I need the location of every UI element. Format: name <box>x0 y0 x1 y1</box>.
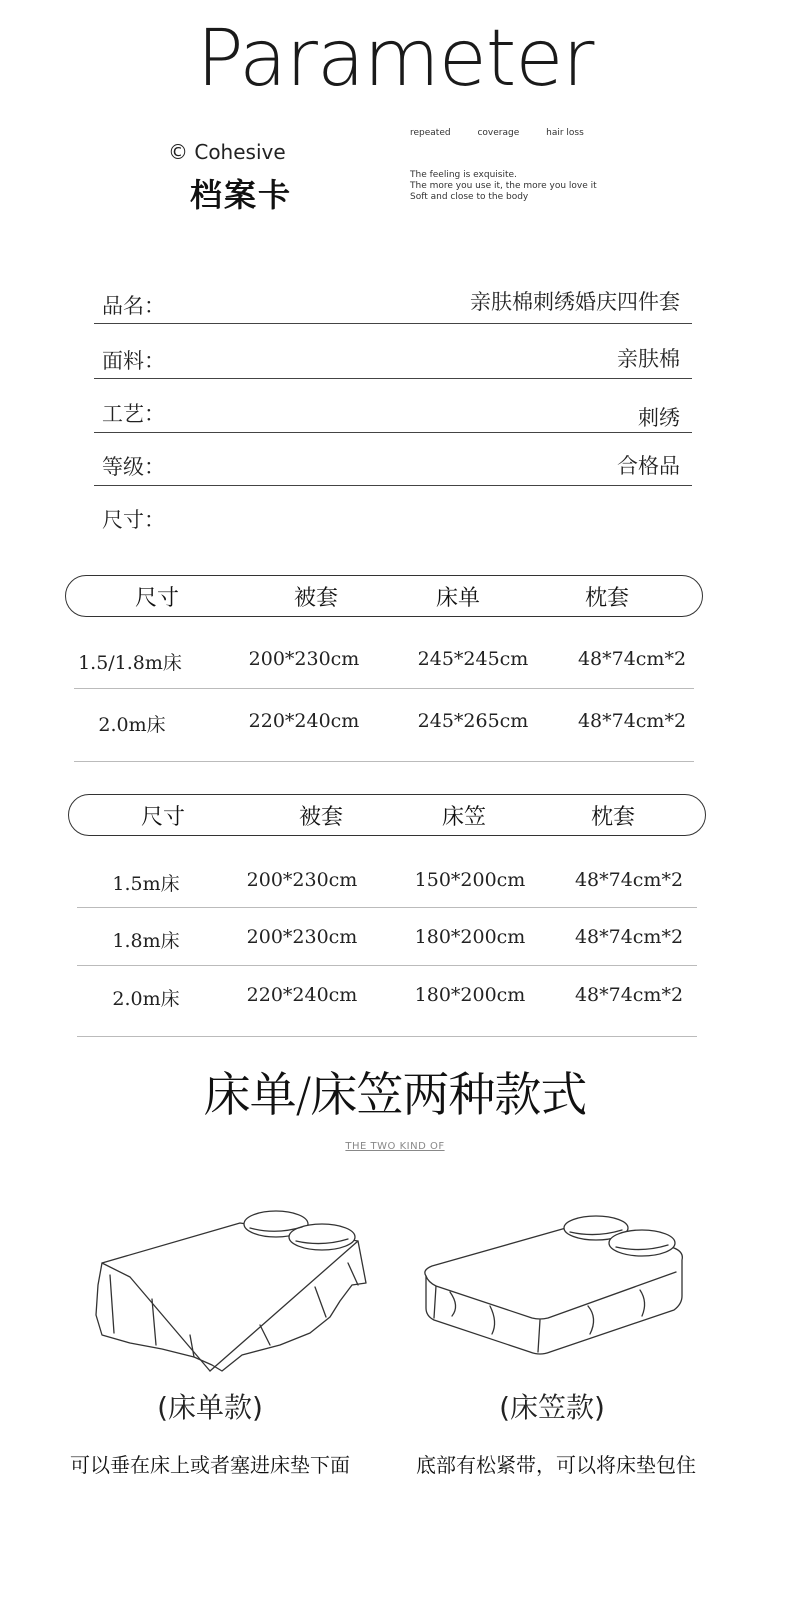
table-cell: 150*200cm <box>414 869 526 891</box>
tag-item: coverage <box>477 128 520 138</box>
slogan <box>410 170 597 203</box>
section-title: 床单/床笠两种款式 <box>203 1068 587 1123</box>
spec-value: 合格品 <box>617 454 680 478</box>
style-description: 可以垂在床上或者塞进床垫下面 <box>70 1453 350 1477</box>
table1-header-cell: 被套 <box>293 586 338 611</box>
slogan-line: Soft and close to the body <box>410 192 529 202</box>
table2-header-cell: 尺寸 <box>140 805 185 830</box>
table-cell: 2.0m床 <box>112 988 180 1010</box>
style-name: (床笠款) <box>499 1391 605 1424</box>
table1-header-cell: 枕套 <box>584 586 629 611</box>
table-cell: 220*240cm <box>246 984 358 1006</box>
section-subtitle: THE TWO KIND OF <box>345 1141 445 1152</box>
table-cell: 1.8m床 <box>112 930 180 952</box>
table1-header-cell: 床单 <box>435 586 480 611</box>
table-cell: 200*230cm <box>248 648 360 670</box>
table-cell: 200*230cm <box>246 869 358 891</box>
table-cell: 48*74cm*2 <box>574 984 684 1006</box>
spec-label: 尺寸： <box>102 508 165 532</box>
divider <box>94 323 692 324</box>
table-cell: 48*74cm*2 <box>574 926 684 948</box>
table2-header-cell: 枕套 <box>590 805 635 830</box>
table-cell: 245*265cm <box>417 710 529 732</box>
table2-header-cell: 床笠 <box>441 805 486 830</box>
spec-value: 亲肤棉刺绣婚庆四件套 <box>470 290 680 314</box>
table-cell: 1.5m床 <box>112 873 180 895</box>
page-title: Parameter <box>196 14 594 104</box>
table-cell: 48*74cm*2 <box>577 710 687 732</box>
tag-item: hair loss <box>546 128 584 138</box>
brand-logo: © Cohesive <box>168 140 286 164</box>
slogan-line: The more you use it, the more you love it <box>410 181 597 191</box>
divider <box>74 688 694 689</box>
flat-sheet-illustration <box>90 1205 380 1375</box>
table-cell: 48*74cm*2 <box>574 869 684 891</box>
divider <box>74 761 694 762</box>
slogan-line: The feeling is exquisite. <box>410 170 517 180</box>
table-cell: 200*230cm <box>246 926 358 948</box>
table-cell: 180*200cm <box>414 926 526 948</box>
table-cell: 48*74cm*2 <box>577 648 687 670</box>
table-cell: 2.0m床 <box>98 714 166 736</box>
fitted-sheet-illustration <box>420 1210 690 1360</box>
spec-label: 品名： <box>102 294 165 318</box>
table-cell: 220*240cm <box>248 710 360 732</box>
brand-subtitle: 档案卡 <box>190 176 293 214</box>
divider <box>94 485 692 486</box>
table-cell: 180*200cm <box>414 984 526 1006</box>
table-cell: 245*245cm <box>417 648 529 670</box>
table1-header-cell: 尺寸 <box>134 586 179 611</box>
style-name: (床单款) <box>157 1391 263 1424</box>
divider <box>77 1036 697 1037</box>
divider <box>94 378 692 379</box>
spec-label: 面料： <box>102 349 165 373</box>
spec-value: 亲肤棉 <box>617 347 680 371</box>
spec-value: 刺绣 <box>638 406 680 430</box>
feature-tags <box>410 128 608 138</box>
divider <box>77 907 697 908</box>
divider <box>77 965 697 966</box>
table-cell: 1.5/1.8m床 <box>78 652 182 674</box>
spec-label: 等级： <box>102 455 165 479</box>
table2-header-cell: 被套 <box>298 805 343 830</box>
spec-label: 工艺： <box>102 402 165 426</box>
style-description: 底部有松紧带，可以将床垫包住 <box>416 1453 696 1477</box>
divider <box>94 432 692 433</box>
tag-item: repeated <box>410 128 451 138</box>
